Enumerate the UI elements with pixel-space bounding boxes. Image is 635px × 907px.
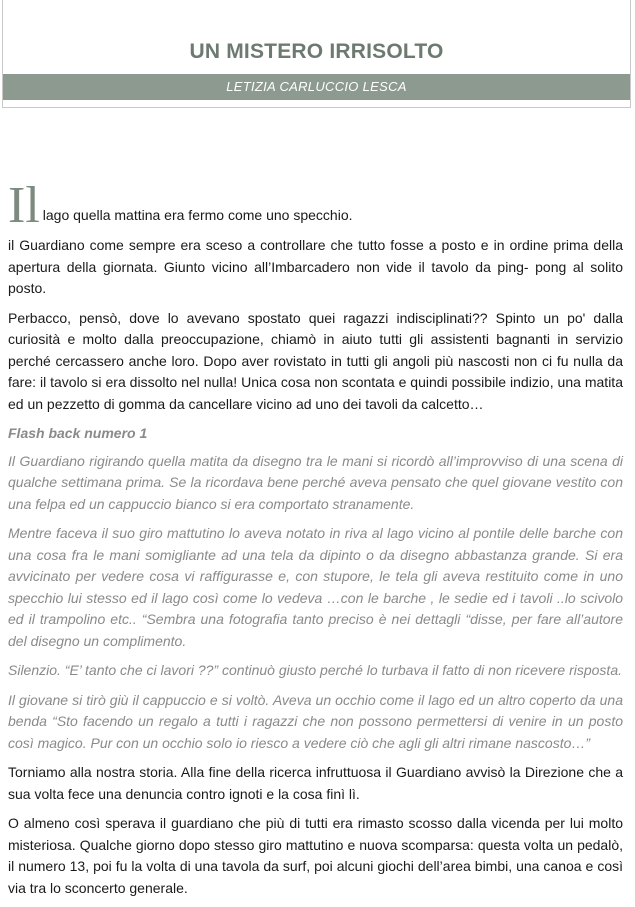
paragraph-2: Perbacco, pensò, dove lo avevano spostato quei ragazzi indisciplinati?? Spinto un po' dalla curiosità e molto dalla preoccupazione, chiamò in aiuto tutti gli assistenti bagnanti in servizio perché cercassero anche loro. Dopo aver rovistato in tutti gli angoli più nascosti non ci fu nulla da fare: il tavolo si era dissolto nel nulla! Unica cosa non scontata e quindi possibile indizio, una matita ed un pezzetto di gomma da cancellare vicino ad uno dei tavoli da calcetto… — [8, 309, 623, 412]
header-box — [2, 0, 631, 108]
author-band: LETIZIA CARLUCCIO LESCA — [3, 74, 630, 100]
flashback-paragraph-1: Il Guardiano rigirando quella matita da disegno tra le mani si ricordò all’improvviso di una scena di qualche settimana prima. Se la ricordava bene perché aveva pensato che quel giovane vestito con una felpa ed un cappuccio bianco si era comportato stranamente. — [8, 452, 623, 512]
flashback-heading: Flash back numero 1 — [8, 425, 148, 441]
story-content — [8, 177, 623, 907]
drop-cap: Il — [8, 177, 40, 234]
opening-line — [8, 177, 623, 234]
flashback-paragraph-3: Silenzio. “E’ tanto che ci lavori ??” continuò giusto perché lo turbava il fatto di non ricevere risposta. — [8, 662, 622, 678]
paragraph-3: Torniamo alla nostra storia. Alla fine della ricerca infruttuosa il Guardiano avvisò la Direzione che a sua volta fece una denuncia contro ignoti e la cosa finì lì. — [8, 764, 623, 802]
paragraph-4: O almeno così sperava il guardiano che più di tutti era rimasto scosso dalla vicenda per lui molto misteriosa. Qualche giorno dopo stesso giro mattutino e nuova scomparsa: questa volta un pedalò, il numero 13, poi fu la volta di una tavola da surf, poi alcuni giochi dell’area bimbi, una canoa e così via tra lo sconcerto generale. — [8, 815, 623, 896]
paragraph-1: il Guardiano come sempre era sceso a controllare che tutto fosse a posto e in ordine prima della apertura della giornata. Giunto vicino all’Imbarcadero non vide il tavolo da ping- pong al solito posto. — [8, 237, 623, 296]
page-title: UN MISTERO IRRISOLTO — [189, 40, 444, 63]
flashback-paragraph-4: Il giovane si tirò giù il cappuccio e si voltò. Aveva un occhio come il lago ed un altro coperto da una benda “Sto facendo un regalo a tutti i ragazzi che non possono permettersi di venire in un posto così magico. Pur con un occhio solo io riesco a vedere ciò che agli gli altri rimane nascosto…” — [8, 691, 623, 751]
opening-text: lago quella mattina era fermo come uno specchio. — [42, 206, 353, 223]
flashback-paragraph-2: Mentre faceva il suo giro mattutino lo aveva notato in riva al lago vicino al pontile delle barche con una cosa fra le mani somigliante ad una tela da dipinto o da disegno abbastanza grande. Si era avvicinato per vedere cosa vi raffigurasse e, con stupore, le tela gli aveva restituito come in uno specchio lui stesso ed il lago così come lo vedeva …con le barche , le sedie ed i tavoli ..lo scivolo ed il trampolino etc.. “Sembra una fotografia tanto preciso è nei dettagli “disse, per fare all’autore del disegno un complimento. — [8, 525, 623, 649]
